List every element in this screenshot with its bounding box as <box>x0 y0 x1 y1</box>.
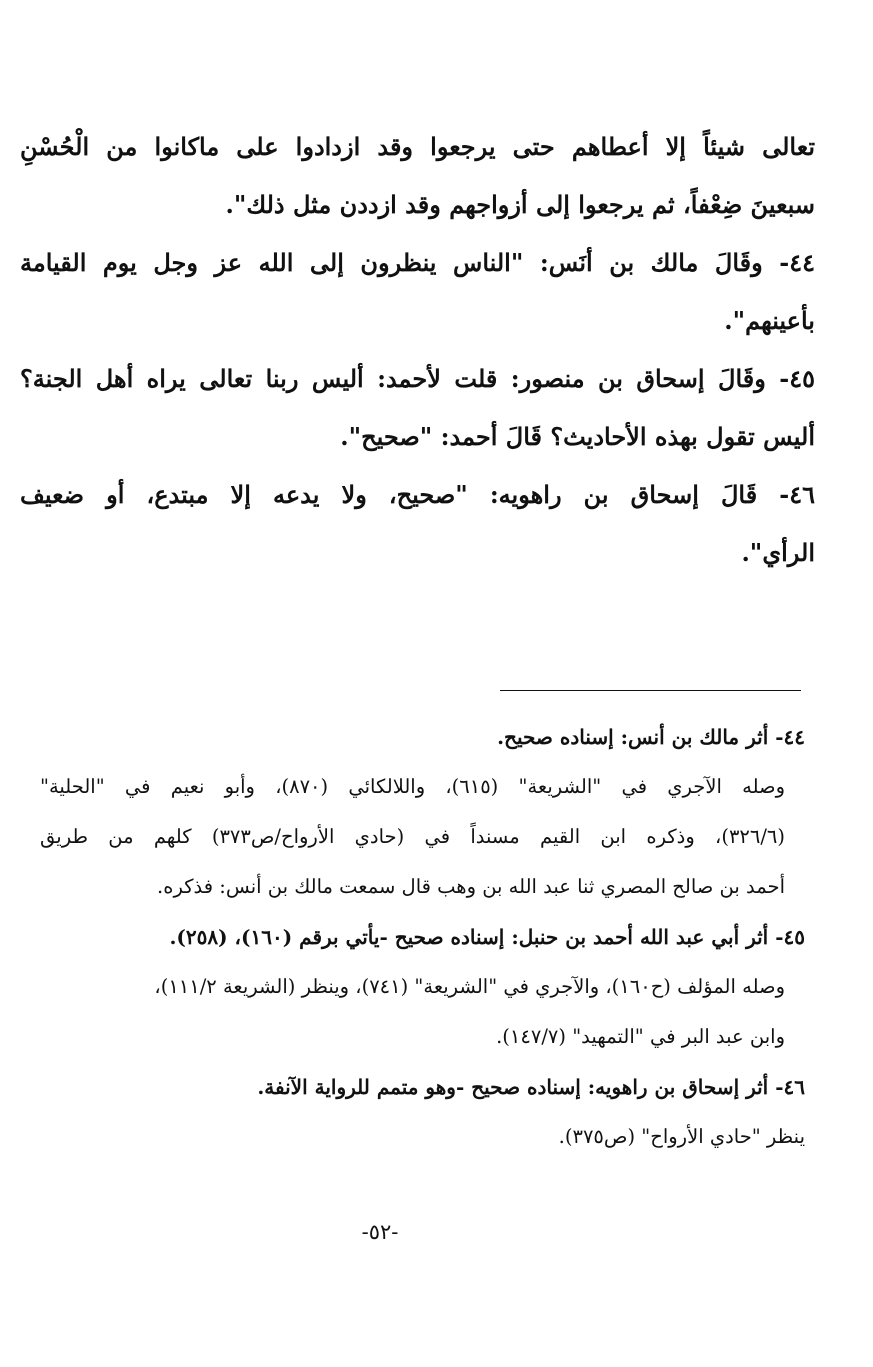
page-number: -٥٢- <box>361 1220 399 1244</box>
main-text-line: الرأي". <box>741 538 815 567</box>
main-text-line: تعالى شيئاً إلا أعطاهم حتى يرجعوا وقد ازدادوا على ماكانوا من الْحُسْنِ <box>20 132 815 161</box>
main-text-line: ٤٤- وقَالَ مالك بن أنَس: "الناس ينظرون إلى الله عز وجل يوم القيامة <box>20 248 815 277</box>
main-text-block <box>20 118 815 582</box>
footnote-line: ينظر "حادي الأرواح" (ص٣٧٥). <box>558 1125 805 1148</box>
main-text-line: بأعينهم". <box>724 306 815 335</box>
footnote-separator <box>500 690 801 691</box>
main-text-line: ٤٥- وقَالَ إسحاق بن منصور: قلت لأحمد: أليس ربنا تعالى يراه أهل الجنة؟ <box>20 364 815 393</box>
footnote-heading: ٤٥- أثر أبي عبد الله أحمد بن حنبل: إسناده صحيح -يأتي برقم (١٦٠)، (٢٥٨). <box>169 925 805 949</box>
footnote-line: (٣٢٦/٦)، وذكره ابن القيم مسنداً في (حادي الأرواح/ص٣٧٣) كلهم من طريق <box>40 825 786 848</box>
main-text-line: سبعينَ ضِعْفاً، ثم يرجعوا إلى أزواجهم وقد ازددن مثل ذلك". <box>225 190 815 219</box>
footnote-line: وابن عبد البر في "التمهيد" (١٤٧/٧). <box>496 1025 785 1048</box>
main-text-line: ٤٦- قَالَ إسحاق بن راهويه: "صحيح، ولا يدعه إلا مبتدع، أو ضعيف <box>20 480 815 509</box>
footnote-line: أحمد بن صالح المصري ثنا عبد الله بن وهب قال سمعت مالك بن أنس: فذكره. <box>157 875 785 898</box>
main-text-line: أليس تقول بهذه الأحاديث؟ قَالَ أحمد: "صحيح". <box>340 422 815 451</box>
footnote-line: وصله المؤلف (ح١٦٠)، والآجري في "الشريعة" (٧٤١)، وينظر (الشريعة ١١١/٢)، <box>154 975 785 998</box>
footnote-line: وصله الآجري في "الشريعة" (٦١٥)، واللالكائي (٨٧٠)، وأبو نعيم في "الحلية" <box>40 775 786 798</box>
footnotes-block <box>40 712 805 1162</box>
footnote-heading: ٤٦- أثر إسحاق بن راهويه: إسناده صحيح -وهو متمم للرواية الآنفة. <box>257 1075 805 1099</box>
footnote-heading: ٤٤- أثر مالك بن أنس: إسناده صحيح. <box>497 725 805 749</box>
